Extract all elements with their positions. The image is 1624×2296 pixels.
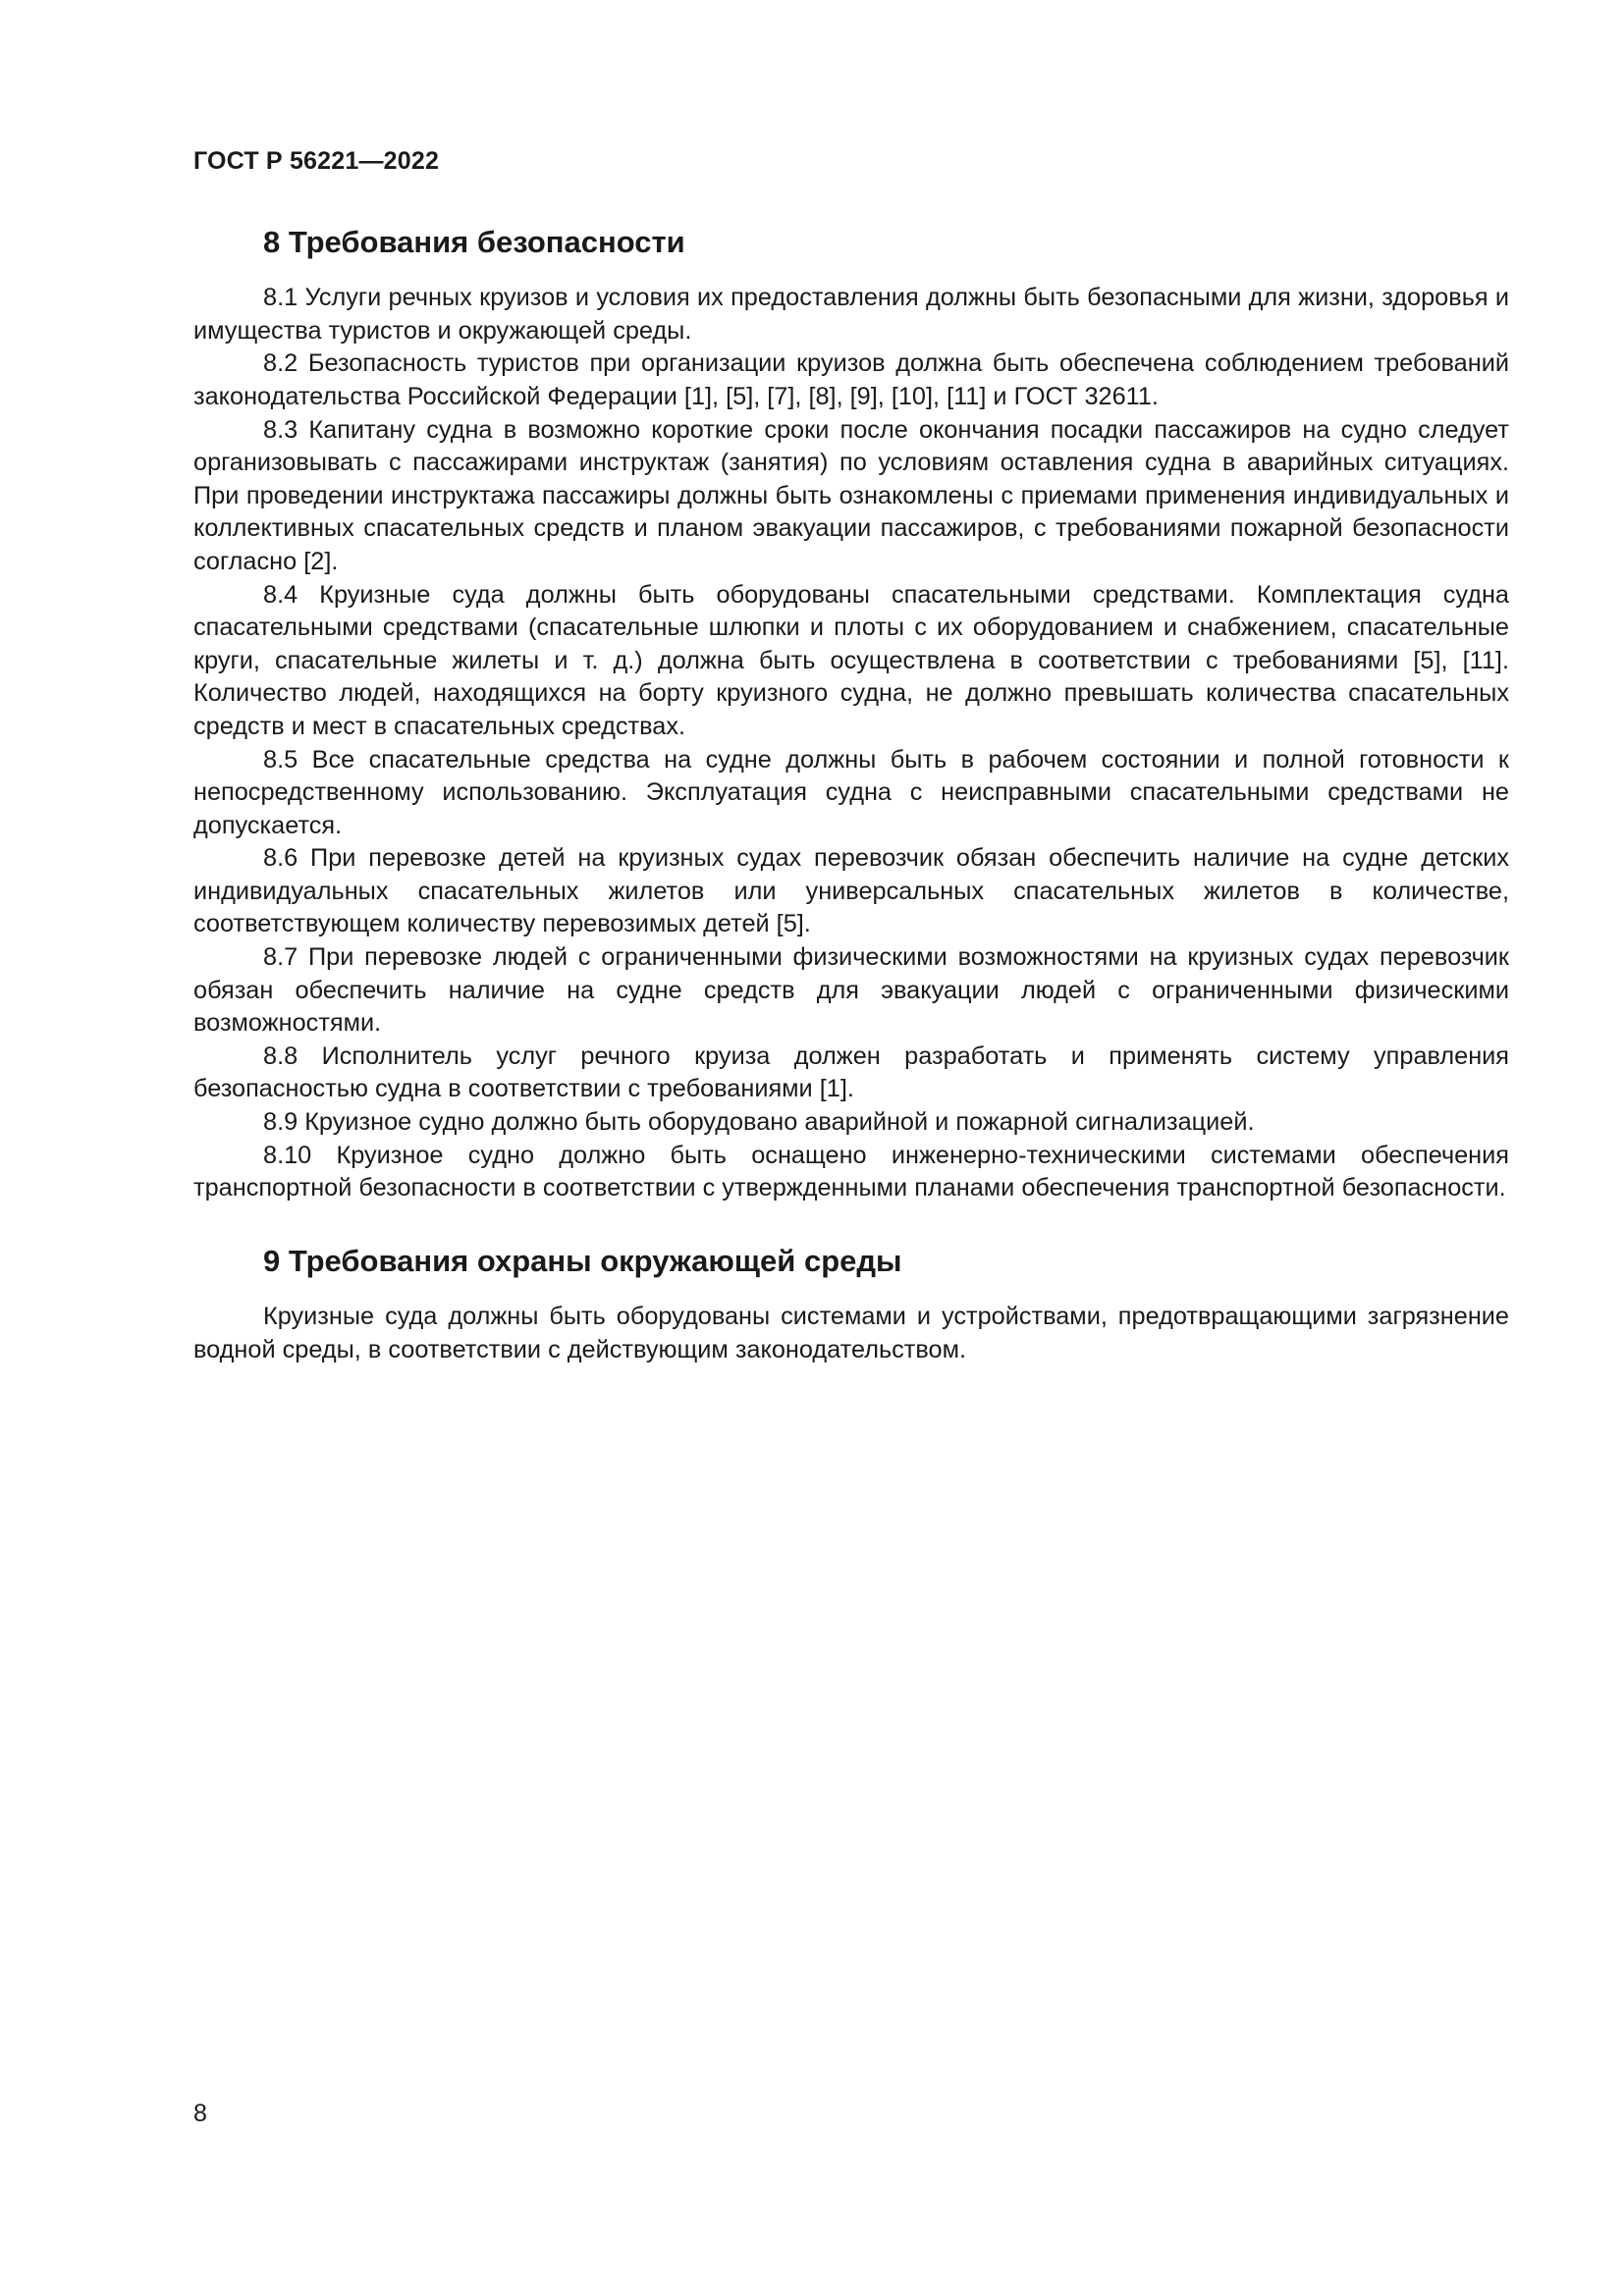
section-8 (193, 224, 1509, 1205)
section-title: 8 Требования безопасности (263, 225, 685, 259)
paragraph-8-10: 8.10 Круизное судно должно быть оснащено инженерно-техническими системами обеспечения транспортной безопасности в соответствии с утвержденными планами обеспечения транспортной безопасности. (193, 1141, 1509, 1202)
paragraph-8-2: 8.2 Безопасность туристов при организации круизов должна быть обеспечена соблюдением требований законодательства Российской Федерации [1], [5], [7], [8], [9], [10], [11] и ГОСТ 32611. (193, 349, 1509, 410)
page-number: 8 (193, 2100, 207, 2127)
paragraph-8-6: 8.6 При перевозке детей на круизных судах перевозчик обязан обеспечить наличие на судне детских индивидуальных спасательных жилетов или универсальных спасательных жилетов в количестве, соответствующем количеству перевозимых детей [5]. (193, 844, 1509, 938)
paragraph-8-7: 8.7 При перевозке людей с ограниченными физическими возможностями на круизных судах перевозчик обязан обеспечить наличие на судне средств для эвакуации людей с ограниченными физическими возможностями. (193, 943, 1509, 1038)
paragraph-9-body: Круизные суда должны быть оборудованы системами и устройствами, предотвращающими загрязнение водной среды, в соответствии с действующим законодательством. (193, 1303, 1509, 1363)
document-header: ГОСТ Р 56221—2022 (193, 147, 440, 175)
section-title: 9 Требования охраны окружающей среды (263, 1243, 902, 1278)
paragraph-8-9: 8.9 Круизное судно должно быть оборудовано аварийной и пожарной сигнализацией. (263, 1108, 1255, 1137)
section-9 (193, 1243, 1509, 1366)
paragraph-8-3: 8.3 Капитану судна в возможно короткие сроки после окончания посадки пассажиров на судно следует организовывать с пассажирами инструктаж (занятия) по условиям оставления судна в аварийных ситуациях. При проведении инструктажа пассажиры должны быть ознакомлены с приемами применения индивидуальных и коллективных спасательных средств и планом эвакуации пассажиров, с требованиями пожарной безопасности согласно [2]. (193, 415, 1509, 575)
paragraph-8-8: 8.8 Исполнитель услуг речного круиза должен разработать и применять систему управления безопасностью судна в соответствии с требованиями [1]. (193, 1041, 1509, 1103)
paragraph-8-1: 8.1 Услуги речных круизов и условия их предоставления должны быть безопасными для жизни, здоровья и имущества туристов и окружающей среды. (193, 284, 1509, 345)
document-body (193, 224, 1509, 1366)
paragraph-8-4: 8.4 Круизные суда должны быть оборудованы спасательными средствами. Комплектация судна спасательными средствами (спасательные шлюпки и плоты с их оборудованием и снабжением, спасательные круги, спасательные жилеты и т. д.) должна быть осуществлена в соответствии с требованиями [5], [11]. Количество людей, находящихся на борту круизного судна, не должно превышать количества спасательных средств и мест в спасательных средствах. (193, 580, 1509, 740)
paragraph-8-5: 8.5 Все спасательные средства на судне должны быть в рабочем состоянии и полной готовности к непосредственному использованию. Эксплуатация судна с неисправными спасательными средствами не допускается. (193, 745, 1509, 839)
